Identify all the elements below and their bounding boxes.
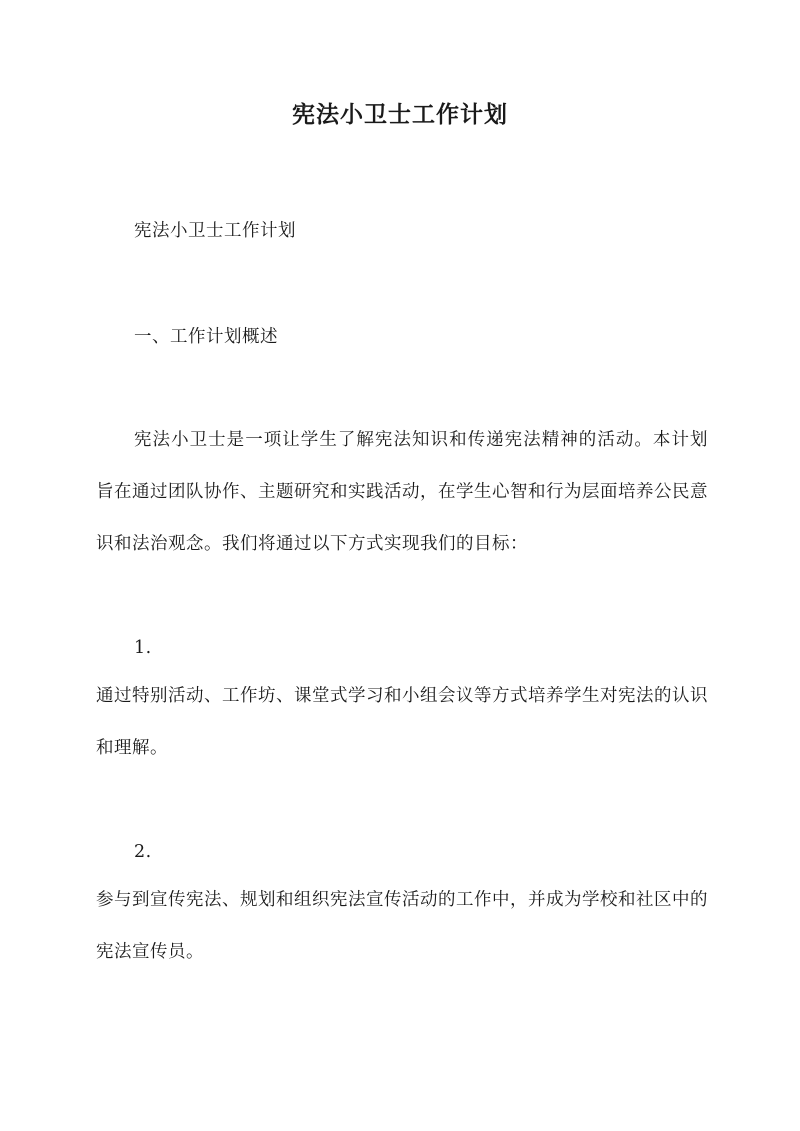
document-subtitle: 宪法小卫士工作计划	[134, 221, 296, 241]
list-item-number: 1.	[134, 638, 152, 658]
section-heading: 一、工作计划概述	[134, 327, 278, 347]
overview-paragraph: 宪法小卫士是一项让学生了解宪法知识和传递宪法精神的活动。本计划旨在通过团队协作、主题研究和实践活动，在学生心智和行为层面培养公民意识和法治观念。我们将通过以下方式实现我们的目标：	[96, 430, 708, 554]
list-item-text: 参与到宣传宪法、规划和组织宪法宣传活动的工作中，并成为学校和社区中的宪法宣传员。	[96, 890, 708, 962]
list-item-number: 2.	[134, 842, 152, 862]
document-title: 宪法小卫士工作计划	[292, 101, 508, 128]
list-item-text: 通过特别活动、工作坊、课堂式学习和小组会议等方式培养学生对宪法的认识和理解。	[96, 686, 708, 758]
